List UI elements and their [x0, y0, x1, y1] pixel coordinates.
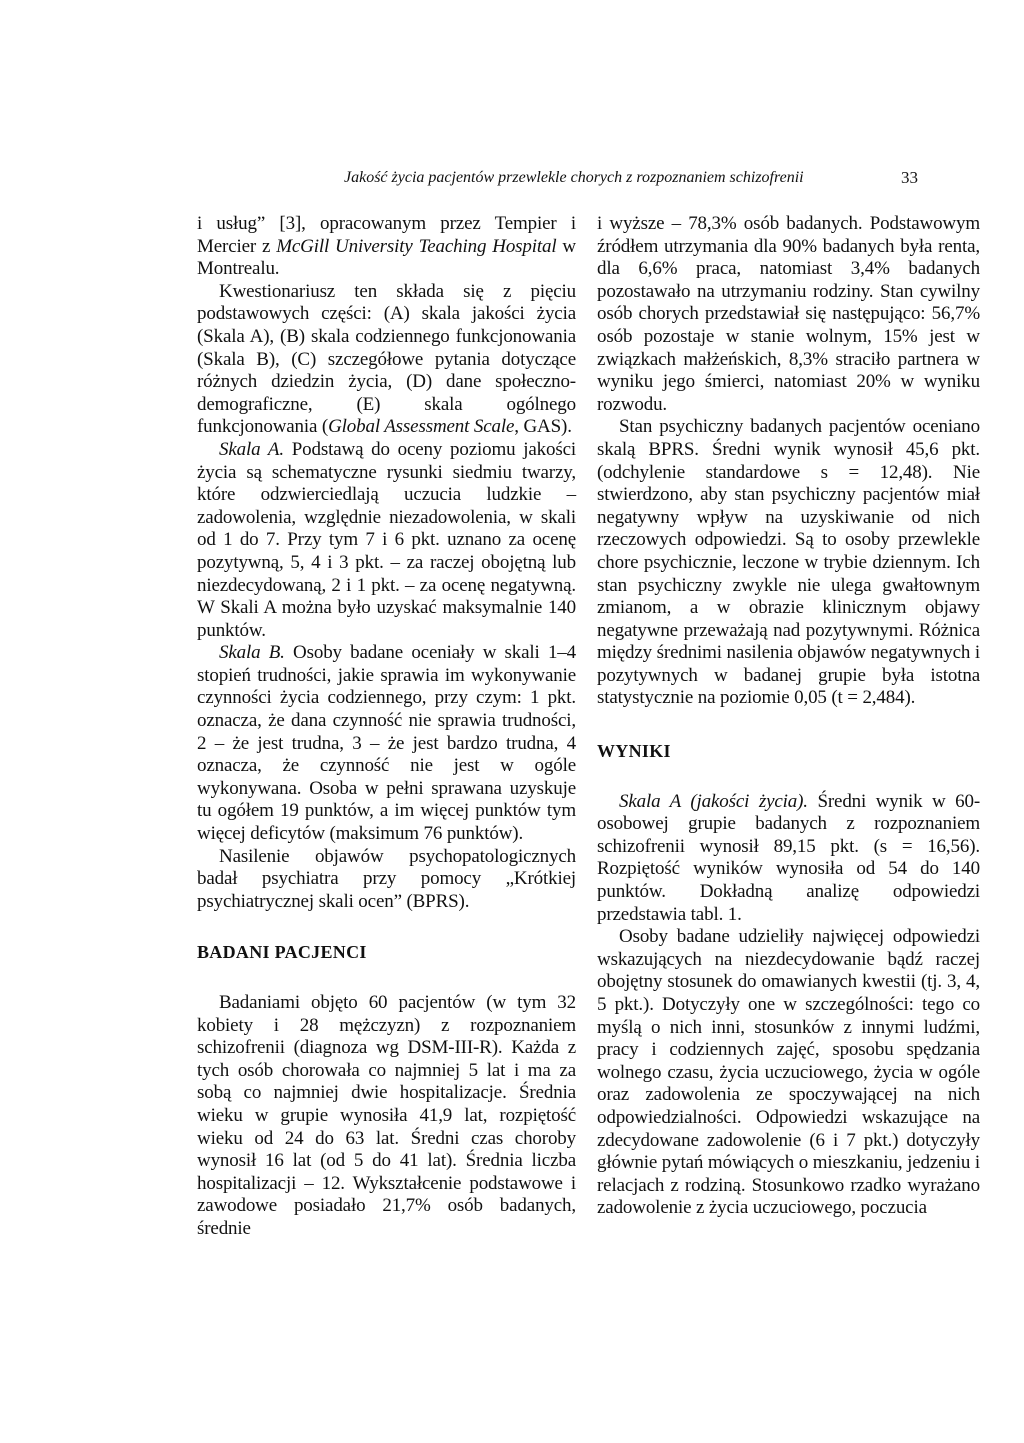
paragraph: Nasilenie objawów psychopatologicznych badał psychiatra przy pomocy „Krótkiej psychiatrycznej skali ocen” (BPRS). [197, 845, 576, 912]
text-run: , GAS). [514, 416, 572, 438]
paragraph [197, 642, 576, 845]
text-run: i usług” [3], opracowanym przez Tempier i Mercier z [197, 213, 576, 257]
paragraph: Osoby badane udzieliły najwięcej odpowiedzi wskazujących na niezdecydowanie bądź raczej obojętny stosunek do omawianych kwestii (tj. 3, 4, 5 pkt.). Dotyczyły one w szczególności: tego co myślą o nich inni, stosunków z innymi ludźmi, pracy i codziennych zajęć, sposobu spędzania wolnego czasu, życia uczuciowego, życia w ogóle oraz zadowolenia ze spoczywającej na nich odpowiedzialności. Odpowiedzi wskazujące na zdecydowane zadowolenie (6 i 7 pkt.) dotyczyły głównie pytań mówiących o mieszkaniu, jedzeniu i relacjach z rodziną. Stosunkowo rzadko wyrażano zadowolenie z życia uczuciowego, poczucia [597, 926, 980, 1219]
text-run: Osoby badane oceniały w skali 1–4 stopień trudności, jakie sprawia im wykonywanie czynności życia codziennego, przy czym: 1 pkt. oznacza, że dana czynność nie sprawia trudności, 2 – że jest trudna, 3 – że jest bardzo trudna, 4 oznacza, że czynność nie jest w ogóle wykonywana. Osoba w pełni sprawana uzyskuje tu ogółem 19 punktów, a im więcej punktów tym więcej deficytów (maksimum 76 punktów). [197, 642, 576, 845]
text-run: Kwestionariusz ten składa się z pięciu podstawowych części: (A) skala jakości życia (Skala A), (B) skala codziennego funkcjonowania (Skala B), (C) szczegółowe pytania dotyczące różnych dziedzin życia, (D) dane społeczno-demograficzne, (E) skala ogólnego funkcjonowania ( [197, 280, 576, 438]
section-heading: WYNIKI [597, 741, 671, 762]
text-run: w Montrealu. [197, 235, 576, 280]
paragraph: i wyższe – 78,3% osób badanych. Podstawowym źródłem utrzymania dla 90% badanych była renta, dla 6,6% praca, natomiast 3,4% badanych pozostawało na utrzymaniu rodziny. Stan cywilny osób chorych przedstawiał się następująco: 56,7% osób pozostaje w stanie wolnym, 15% jest w związkach małżeńskich, 8,3% straciło partnera w wyniku jego śmierci, natomiast 20% w wyniku rozwodu. [597, 213, 980, 415]
text-run: Podstawą do oceny poziomu jakości życia są schematyczne rysunki siedmiu twarzy, które odzwierciedlają uczucia ludzkie – zadowolenia, względnie niezadowolenia, w skali od 1 do 7. Przy tym 7 i 6 pkt. uznano za ocenę pozytywną, 5, 4 i 3 pkt. – za raczej obojętną lub niezdecydowaną, 2 i 1 pkt. – za ocenę negatywną. W Skali A można było uzyskać maksymalnie 140 punktów. [197, 438, 576, 641]
text-run: Średni wynik w 60-osobowej grupie badanych z rozpoznaniem schizofrenii wynosił 89,15 pkt. (s = 16,56). Rozpiętość wyników wynosiła od 54 do 140 punktów. Dokładną analizę odpowiedzi przedstawia tabl. 1. [597, 790, 980, 925]
scale-name: Global Assessment Scale [328, 416, 515, 438]
paragraph: Stan psychiczny badanych pacjentów oceniano skalą BPRS. Średni wynik wynosił 45,6 pkt. (odchylenie standardowe s = 12,48). Nie stwierdzono, aby stan psychiczny pacjentów miał negatywny wpływ na uzyskiwanie od nich rzeczowych odpowiedzi. Są to osoby przewlekle chore psychicznie, leczone w trybie dziennym. Ich stan psychiczny zwykle nie ulega gwałtownym zmianom, a w obrazie klinicznym objawy negatywne przeważają nad pozytywnymi. Różnica między średnimi nasilenia objawów negatywnych i pozytywnych w badanej grupie była istotna statystycznie na poziomie 0,05 (t = 2,484). [597, 416, 980, 709]
paragraph [197, 281, 576, 439]
paragraph [197, 439, 576, 642]
page-number: 33 [901, 168, 918, 187]
running-header [344, 166, 918, 190]
institution-name: McGill University Teaching Hospital [276, 235, 557, 257]
paragraph-lead: Skala A (jakości życia). [619, 790, 808, 812]
paragraph [197, 213, 576, 281]
paragraph [597, 791, 980, 927]
running-title: Jakość życia pacjentów przewlekle chorych z rozpoznaniem schizofrenii [344, 169, 804, 186]
paragraph-lead: Skala B. [219, 642, 285, 664]
paragraph: Badaniami objęto 60 pacjentów (w tym 32 kobiety i 28 mężczyzn) z rozpoznaniem schizofrenii (diagnoza wg DSM-III-R). Każda z tych osób chorowała co najmniej 5 lat i ma za sobą co najmniej dwie hospitalizacje. Średnia wieku w grupie wynosiła 41,9 lat, rozpiętość wieku od 24 do 63 lat. Średni czas choroby wynosił 16 lat (od 5 do 41 lat). Średnia liczba hospitalizacji – 12. Wykształcenie podstawowe i zawodowe posiadało 21,7% osób badanych, średnie [197, 992, 576, 1239]
section-heading: BADANI PACJENCI [197, 942, 367, 963]
paragraph-lead: Skala A. [219, 438, 284, 460]
left-column [197, 213, 576, 1241]
right-column [597, 213, 980, 1220]
